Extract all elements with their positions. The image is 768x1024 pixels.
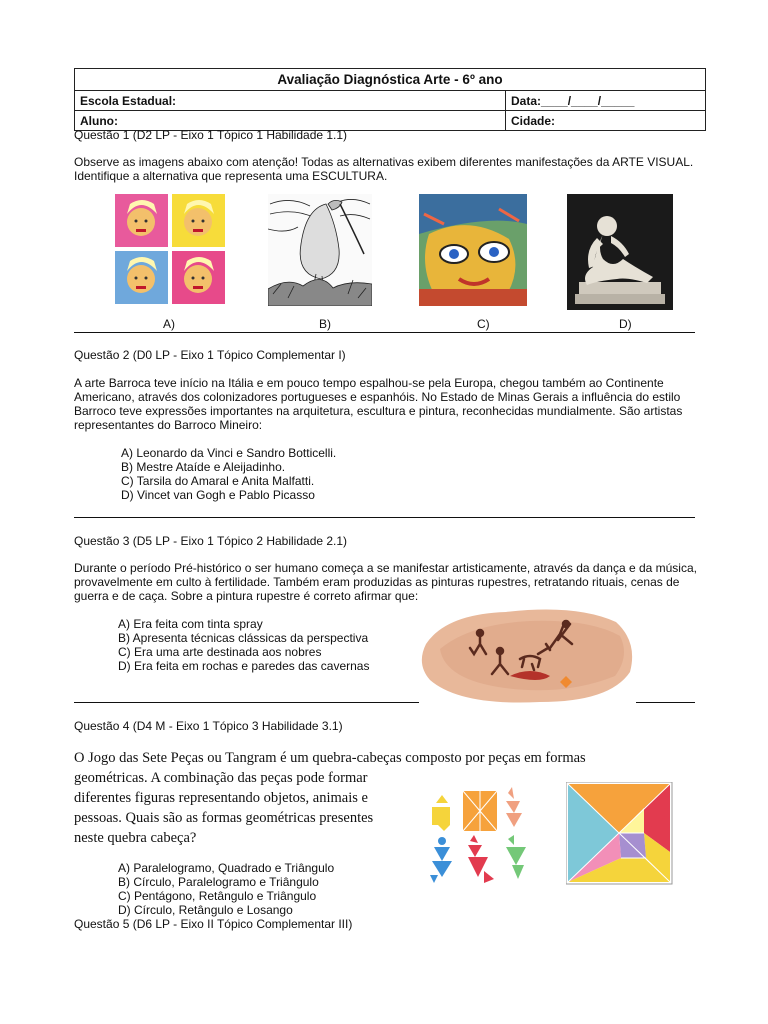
divider	[74, 702, 419, 703]
option-label-a: A)	[163, 317, 175, 331]
q4-text-line: diferentes figuras representando objetos, animais e	[74, 790, 368, 806]
q4-heading: Questão 4 (D4 M - Eixo 1 Tópico 3 Habilidade 3.1)	[74, 719, 343, 733]
q2-heading: Questão 2 (D0 LP - Eixo 1 Tópico Complementar I)	[74, 348, 346, 362]
q4-text-line: pessoas. Quais são as formas geométricas presentes	[74, 810, 374, 826]
option-label-b: B)	[319, 317, 331, 331]
divider	[74, 332, 695, 333]
q1-heading: Questão 1 (D2 LP - Eixo 1 Tópico 1 Habilidade 1.1)	[74, 128, 348, 142]
q3-text: Durante o período Pré-histórico o ser humano começa a se manifestar artisticamente, através da dança e da música, provavelmente em culto à fertilidade. Também eram produzidas as pinturas rupestres, retratando rituais, cenas de guerra e de caça. Sobre a pintura rupestre é correto afirmar que:	[74, 561, 697, 603]
q4-text-line: neste quebra cabeça?	[74, 830, 197, 846]
graffiti-image	[419, 194, 527, 306]
q2-option-c[interactable]: C) Tarsila do Amaral e Anita Malfatti.	[121, 474, 315, 488]
date-field: Data:____/____/_____	[506, 91, 706, 111]
q4-text-line: O Jogo das Sete Peças ou Tangram é um quebra-cabeças composto por peças em formas	[74, 750, 586, 766]
document-title: Avaliação Diagnóstica Arte - 6º ano	[75, 69, 706, 91]
q2-option-b[interactable]: B) Mestre Ataíde e Aleijadinho.	[121, 460, 286, 474]
tangram-figures-image	[428, 785, 538, 885]
q5-heading: Questão 5 (D6 LP - Eixo II Tópico Complementar III)	[74, 917, 353, 931]
q4-option-c[interactable]: C) Pentágono, Retângulo e Triângulo	[118, 889, 317, 903]
sculpture-image	[567, 194, 673, 310]
divider	[74, 517, 695, 518]
city-field: Cidade:	[506, 111, 706, 131]
q2-option-d[interactable]: D) Vincet van Gogh e Pablo Picasso	[121, 488, 315, 502]
student-field: Aluno:	[75, 111, 506, 131]
option-label-c: C)	[477, 317, 490, 331]
q4-option-b[interactable]: B) Círculo, Paralelogramo e Triângulo	[118, 875, 319, 889]
q2-option-a[interactable]: A) Leonardo da Vinci e Sandro Botticelli.	[121, 446, 337, 460]
q2-text: A arte Barroca teve início na Itália e em pouco tempo espalhou-se pela Europa, chegou também ao Continente Americano, através dos colonizadores portugueses e espanhóis. No Estado de Minas Gerais a influência do estilo Barroco teve expressões importantes na arquitetura, escultura e pintura, reconhecidas mundialmente. São artistas representantes do Barroco Mineiro:	[74, 376, 683, 432]
q1-text: Observe as imagens abaixo com atenção! Todas as alternativas exibem diferentes manifestações da ARTE VISUAL. Identifique a alternativa que representa uma ESCULTURA.	[74, 155, 694, 183]
q4-option-d[interactable]: D) Círculo, Retângulo e Losango	[118, 903, 293, 917]
option-label-d: D)	[619, 317, 632, 331]
q4-option-a[interactable]: A) Paralelogramo, Quadrado e Triângulo	[118, 861, 335, 875]
q2-options	[121, 446, 336, 502]
q4-options	[118, 861, 334, 917]
q3-option-b[interactable]: B) Apresenta técnicas clássicas da perspectiva	[118, 631, 369, 645]
divider	[636, 702, 695, 703]
pop-art-image	[115, 194, 225, 304]
school-field: Escola Estadual:	[75, 91, 506, 111]
q3-options	[118, 617, 369, 673]
q3-option-a[interactable]: A) Era feita com tinta spray	[118, 617, 263, 631]
q3-heading: Questão 3 (D5 LP - Eixo 1 Tópico 2 Habilidade 2.1)	[74, 534, 348, 548]
q3-option-c[interactable]: C) Era uma arte destinada aos nobres	[118, 645, 322, 659]
q4-text-line: geométricas. A combinação das peças pode formar	[74, 770, 368, 786]
header-table	[74, 68, 706, 131]
tangram-square-image	[566, 782, 674, 886]
cave-painting-image	[420, 604, 635, 706]
q3-option-d[interactable]: D) Era feita em rochas e paredes das cavernas	[118, 659, 370, 673]
bird-engraving-image	[268, 194, 372, 306]
